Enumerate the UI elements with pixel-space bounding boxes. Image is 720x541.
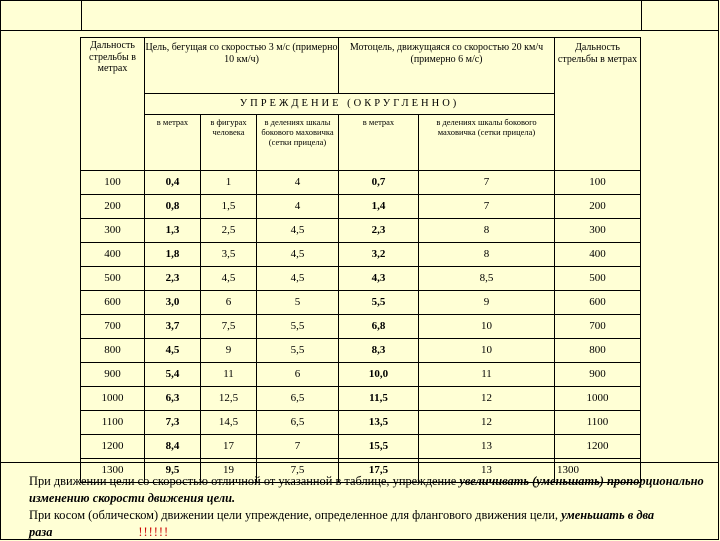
- table-cell: 5,5: [339, 291, 419, 315]
- table-cell: 8: [419, 219, 555, 243]
- table-row: [81, 435, 641, 459]
- table-cell: 5,4: [145, 363, 201, 387]
- table-cell: 15,5: [339, 435, 419, 459]
- header-distance-left: Дальность стрельбы в метрах: [81, 38, 145, 171]
- table-cell: 2,5: [201, 219, 257, 243]
- table-row: [81, 411, 641, 435]
- table-cell: 11: [201, 363, 257, 387]
- table-cell: 12,5: [201, 387, 257, 411]
- subheader-figures: в фигурах человека: [201, 115, 257, 171]
- table-cell: 13,5: [339, 411, 419, 435]
- table-cell: 100: [555, 171, 641, 195]
- table-cell: 17,5: [339, 459, 419, 483]
- note-speed-text: При движении цели со скоростью отличной от указанной в таблице, упреждение: [29, 474, 460, 488]
- table-cell: 1,8: [145, 243, 201, 267]
- table-row: [81, 267, 641, 291]
- table-cell: 6,5: [257, 411, 339, 435]
- table-cell: 900: [81, 363, 145, 387]
- table-row: [81, 243, 641, 267]
- table-cell: 3,7: [145, 315, 201, 339]
- header-target-moto: Мотоцель, движущаяся со скоростью 20 км/ч (примерно 6 м/с): [339, 38, 555, 94]
- table-row: [81, 219, 641, 243]
- table-row: [81, 339, 641, 363]
- table-cell: 3,0: [145, 291, 201, 315]
- table-cell: 4,5: [257, 219, 339, 243]
- table-cell: 600: [81, 291, 145, 315]
- table-cell: 1100: [81, 411, 145, 435]
- table-cell: 400: [81, 243, 145, 267]
- table-row: [81, 387, 641, 411]
- table-cell: 4,5: [145, 339, 201, 363]
- note-speed: [29, 473, 718, 507]
- note-speed-emphasis: увеличивать (уменьшать) пропорционально изменению скорости движения цели.: [29, 474, 704, 505]
- table-cell: 600: [555, 291, 641, 315]
- table-cell: 9,5: [145, 459, 201, 483]
- table-cell: 900: [555, 363, 641, 387]
- frame-divider: [641, 1, 642, 30]
- table-cell: 8,5: [419, 267, 555, 291]
- table-cell: 10,0: [339, 363, 419, 387]
- table-cell: 1: [201, 171, 257, 195]
- table-cell: 4: [257, 171, 339, 195]
- table-cell: 700: [81, 315, 145, 339]
- table-row: [81, 291, 641, 315]
- table-cell: 11: [419, 363, 555, 387]
- table-row: [81, 171, 641, 195]
- table-cell: 500: [81, 267, 145, 291]
- note-oblique: [29, 507, 718, 541]
- header-distance-right: Дальность стрельбы в метрах: [555, 38, 641, 171]
- subheader-divisions: в делениях шкалы бокового маховичка (сетки прицела): [419, 115, 555, 171]
- table-cell: 7: [419, 171, 555, 195]
- table-cell: 6: [201, 291, 257, 315]
- table-cell: 1200: [555, 435, 641, 459]
- table-cell: 1,3: [145, 219, 201, 243]
- table-cell: 8,4: [145, 435, 201, 459]
- table-cell: 0,4: [145, 171, 201, 195]
- notes: [0, 462, 719, 540]
- table-cell: 3,5: [201, 243, 257, 267]
- lead-table: [80, 37, 641, 483]
- table-cell: 1000: [555, 387, 641, 411]
- table-cell: 4: [257, 195, 339, 219]
- table-cell: 1,4: [339, 195, 419, 219]
- table-cell: 200: [81, 195, 145, 219]
- header-target-runner: Цель, бегущая со скоростью 3 м/с (примерно 10 км/ч): [145, 38, 339, 94]
- table-cell: 1200: [81, 435, 145, 459]
- table-cell: 11,5: [339, 387, 419, 411]
- header-lead: УПРЕЖДЕНИЕ (ОКРУГЛЕННО): [145, 94, 555, 115]
- table-cell: 7: [257, 435, 339, 459]
- subheader-divisions: в делениях шкалы бокового маховичка (сетки прицела): [257, 115, 339, 171]
- table-cell: 300: [555, 219, 641, 243]
- table-cell: 13: [419, 435, 555, 459]
- table-cell: 400: [555, 243, 641, 267]
- warning-marks: !!!!!!: [138, 525, 170, 539]
- table-cell: 1000: [81, 387, 145, 411]
- table-row: [81, 363, 641, 387]
- table-row: [81, 195, 641, 219]
- table-cell: 2,3: [339, 219, 419, 243]
- table-cell: 13: [419, 459, 555, 483]
- table-cell: 9: [201, 339, 257, 363]
- table-cell: 2,3: [145, 267, 201, 291]
- note-oblique-emphasis: уменьшать в два раза: [29, 508, 655, 539]
- table-cell: 4,3: [339, 267, 419, 291]
- note-oblique-text: При косом (облическом) движении цели упреждение, определенное для флангового движения цели,: [29, 508, 562, 522]
- table-cell: 19: [201, 459, 257, 483]
- table-cell: 4,5: [201, 267, 257, 291]
- table-cell: 3,2: [339, 243, 419, 267]
- table-cell: 10: [419, 315, 555, 339]
- table-cell: 6,3: [145, 387, 201, 411]
- table-cell: 1100: [555, 411, 641, 435]
- table-cell: 0,7: [339, 171, 419, 195]
- table-cell: 100: [81, 171, 145, 195]
- table-cell: 6,5: [257, 387, 339, 411]
- table-cell: 8: [419, 243, 555, 267]
- top-frame: [0, 0, 719, 31]
- table-cell: 7,5: [201, 315, 257, 339]
- table-cell: 4,5: [257, 267, 339, 291]
- table-cell: 500: [555, 267, 641, 291]
- table-cell: 200: [555, 195, 641, 219]
- table-cell: 0,8: [145, 195, 201, 219]
- table-cell: 8,3: [339, 339, 419, 363]
- frame-divider: [81, 1, 82, 30]
- table-cell: 5: [257, 291, 339, 315]
- table-cell: 6: [257, 363, 339, 387]
- table-cell: 1300: [81, 459, 145, 483]
- table-cell: 6,8: [339, 315, 419, 339]
- table-cell: 7,5: [257, 459, 339, 483]
- table-cell: 300: [81, 219, 145, 243]
- table-cell: 17: [201, 435, 257, 459]
- table-cell: 7,3: [145, 411, 201, 435]
- table-cell: 1300: [555, 459, 641, 483]
- table-cell: 5,5: [257, 315, 339, 339]
- subheader-meters: в метрах: [339, 115, 419, 171]
- table-cell: 4,5: [257, 243, 339, 267]
- table-cell: 9: [419, 291, 555, 315]
- table-cell: 800: [81, 339, 145, 363]
- table-cell: 10: [419, 339, 555, 363]
- table-cell: 7: [419, 195, 555, 219]
- subheader-meters: в метрах: [145, 115, 201, 171]
- table-cell: 1,5: [201, 195, 257, 219]
- table-cell: 12: [419, 387, 555, 411]
- table-row: [81, 315, 641, 339]
- table-cell: 14,5: [201, 411, 257, 435]
- table-cell: 12: [419, 411, 555, 435]
- table-cell: 700: [555, 315, 641, 339]
- table-cell: 800: [555, 339, 641, 363]
- table-cell: 5,5: [257, 339, 339, 363]
